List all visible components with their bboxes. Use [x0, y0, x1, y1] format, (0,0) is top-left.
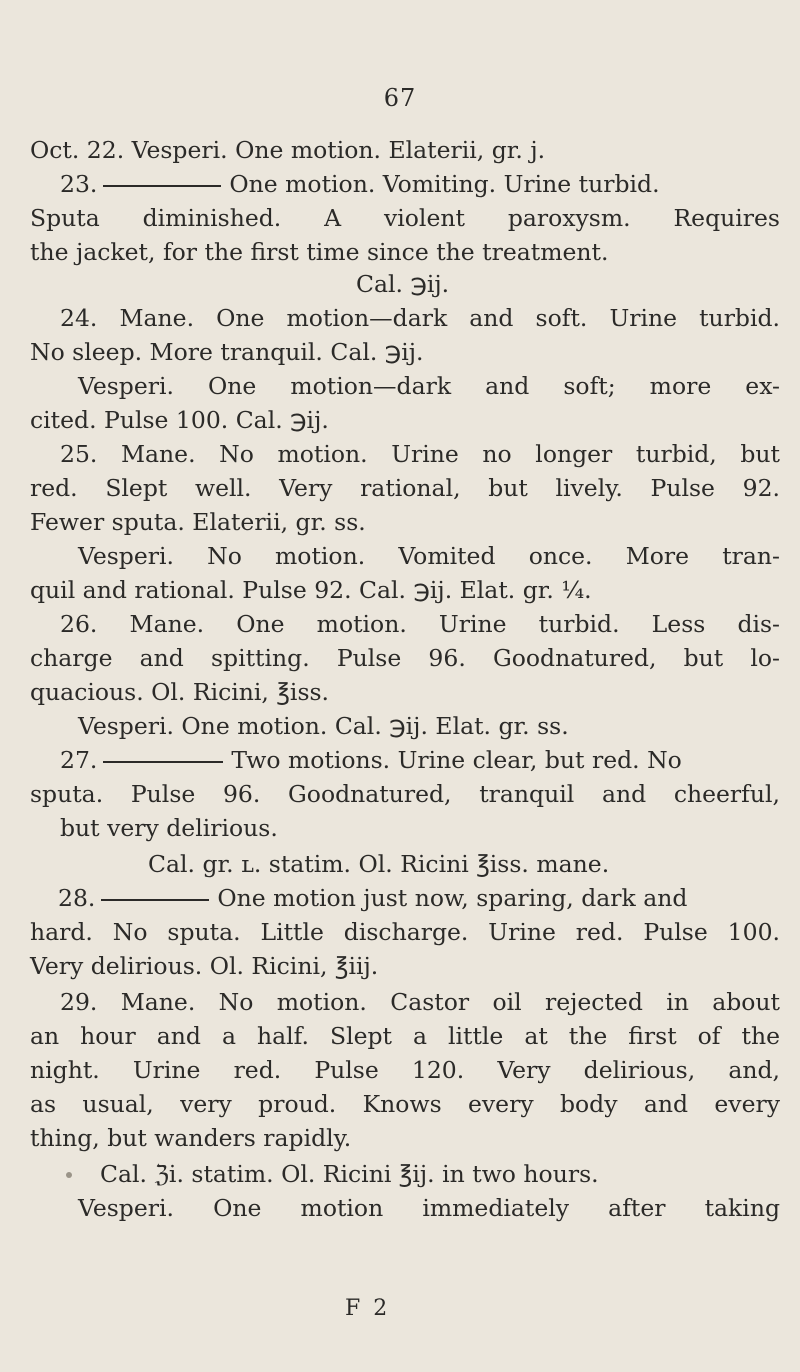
text-line: 29. Mane. No motion. Castor oil rejected in about [60, 988, 780, 1016]
text-line: No sleep. More tranquil. Cal. ℈ij. [30, 338, 424, 366]
text-line: as usual, very proud. Knows every body and every [30, 1090, 780, 1118]
text-line: thing, but wanders rapidly. [30, 1124, 352, 1152]
text-line: Vesperi. No motion. Vomited once. More tran- [78, 542, 780, 570]
text-line: hard. No sputa. Little discharge. Urine red. Pulse 100. [30, 918, 780, 946]
text-line: the jacket, for the first time since the treatment. [30, 238, 609, 266]
ditto-dash [103, 761, 223, 763]
text-line: Fewer sputa. Elaterii, gr. ss. [30, 508, 366, 536]
text-line: night. Urine red. Pulse 120. Very delirious, and, [30, 1056, 780, 1084]
text-line: Cal. ℨi. statim. Ol. Ricini ℥ij. in two hours. [100, 1160, 599, 1188]
entry-text: One motion. Vomiting. Urine turbid. [229, 170, 660, 198]
entry-text: One motion just now, sparing, dark and [217, 884, 688, 912]
entry-date: 27. [60, 746, 98, 774]
text-line: charge and spitting. Pulse 96. Goodnatured, but lo- [30, 644, 780, 672]
text-line: quacious. Ol. Ricini, ℥iss. [30, 678, 330, 706]
text-line: but very delirious. [60, 814, 278, 842]
text-line-with-dash [58, 882, 687, 914]
text-line: an hour and a half. Slept a little at the first of the [30, 1022, 780, 1050]
text-line: cited. Pulse 100. Cal. ℈ij. [30, 406, 329, 434]
text-line: Sputa diminished. A violent paroxysm. Requires [30, 204, 780, 232]
text-line-with-dash [60, 168, 660, 200]
entry-date: 28. [58, 884, 96, 912]
text-line: 24. Mane. One motion—dark and soft. Urine turbid. [60, 304, 780, 332]
entry-date: 23. [60, 170, 98, 198]
text-line: Oct. 22. Vesperi. One motion. Elaterii, gr. j. [30, 136, 546, 164]
text-line: Vesperi. One motion—dark and soft; more ex- [78, 372, 780, 400]
text-line: Cal. gr. ʟ. statim. Ol. Ricini ℥iss. mane. [148, 850, 610, 878]
ditto-dash [103, 185, 221, 187]
text-line: Cal. ℈ij. [356, 270, 450, 298]
text-line: Very delirious. Ol. Ricini, ℥iij. [30, 952, 379, 980]
text-line: Vesperi. One motion. Cal. ℈ij. Elat. gr. ss. [78, 712, 569, 740]
ink-speck [66, 1172, 72, 1178]
text-line: 26. Mane. One motion. Urine turbid. Less dis- [60, 610, 780, 638]
ditto-dash [101, 899, 209, 901]
text-line: Vesperi. One motion immediately after taking [78, 1194, 780, 1222]
text-line: quil and rational. Pulse 92. Cal. ℈ij. Elat. gr. ¼. [30, 576, 592, 604]
page-number: 67 [383, 84, 417, 112]
signature-mark: F 2 [345, 1296, 391, 1321]
text-line: 25. Mane. No motion. Urine no longer turbid, but [60, 440, 780, 468]
text-line-with-dash [60, 744, 682, 776]
entry-text: Two motions. Urine clear, but red. No [231, 746, 682, 774]
text-line: red. Slept well. Very rational, but lively. Pulse 92. [30, 474, 780, 502]
text-line: sputa. Pulse 96. Goodnatured, tranquil and cheerful, [30, 780, 780, 808]
